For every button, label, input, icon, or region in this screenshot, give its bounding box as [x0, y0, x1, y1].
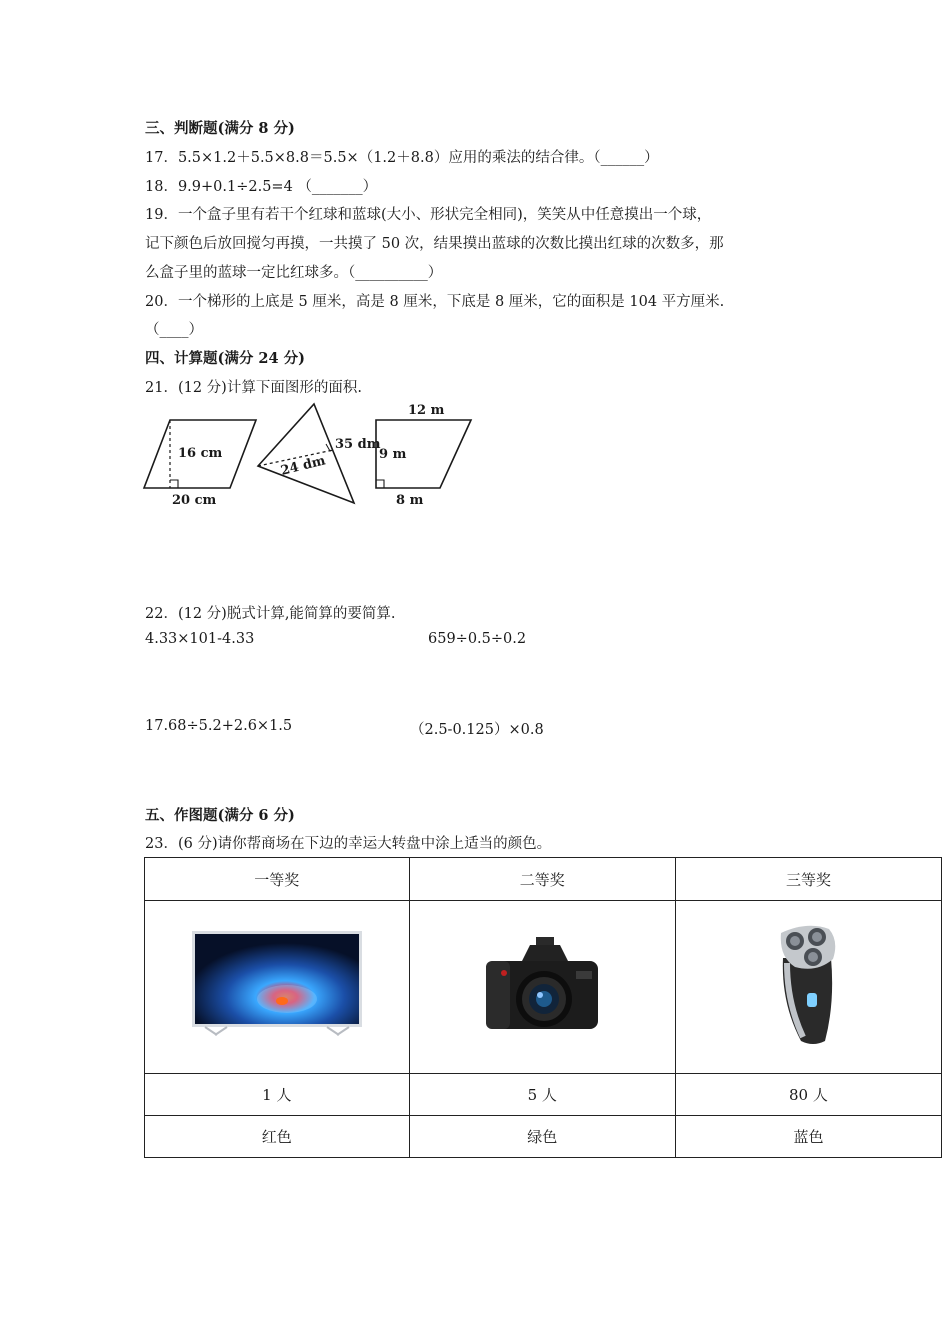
triangle-height-label: 35 dm — [335, 437, 381, 452]
section-5-heading: 五、作图题(满分 6 分) — [145, 807, 295, 824]
count-third-prize: 80 人 — [675, 1074, 941, 1116]
shaver-image — [773, 923, 843, 1048]
expression-2: 659÷0.5÷0.2 — [428, 631, 527, 647]
trapezoid-figure — [376, 403, 471, 508]
question-22: 22．(12 分)脱式计算,能简算的要简算. — [145, 606, 396, 622]
question-18: 18．9.9+0.1÷2.5=4 （_______） — [145, 179, 378, 195]
expression-4: （2.5-0.125）×0.8 — [410, 722, 544, 738]
area-figures — [140, 398, 480, 513]
prize-header-row — [145, 858, 942, 901]
parallelogram-figure — [144, 420, 256, 508]
color-third-prize: 蓝色 — [675, 1116, 941, 1158]
parallelogram-height-label: 16 cm — [178, 446, 223, 461]
prize-table — [144, 857, 942, 1158]
parallelogram-base-label: 20 cm — [172, 493, 217, 508]
prize-color-row — [145, 1116, 942, 1158]
triangle-figure — [258, 404, 381, 503]
tv-image — [187, 929, 367, 1041]
header-third-prize: 三等奖 — [675, 858, 941, 901]
trapezoid-bottom-label: 8 m — [396, 493, 424, 508]
question-19-line-3: 么盒子里的蓝球一定比红球多。（__________） — [145, 265, 443, 281]
trapezoid-height-label: 9 m — [379, 447, 407, 462]
tv-image-cell — [145, 901, 410, 1074]
expression-3: 17.68÷5.2+2.6×1.5 — [145, 718, 293, 734]
question-21: 21．(12 分)计算下面图形的面积. — [145, 380, 362, 396]
question-19-line-1: 19．一个盒子里有若干个红球和蓝球(大小、形状完全相同)，笑笑从中任意摸出一个球， — [145, 207, 712, 223]
expression-1: 4.33×101-4.33 — [145, 631, 255, 647]
color-first-prize: 红色 — [145, 1116, 410, 1158]
prize-image-row — [145, 901, 942, 1074]
header-second-prize: 二等奖 — [409, 858, 675, 901]
triangle-base-label: 24 dm — [279, 453, 328, 479]
question-19-line-2: 记下颜色后放回搅匀再摸，一共摸了 50 次，结果摸出蓝球的次数比摸出红球的次数多，那 — [145, 236, 724, 252]
color-second-prize: 绿色 — [409, 1116, 675, 1158]
question-20-line-1: 20．一个梯形的上底是 5 厘米，高是 8 厘米，下底是 8 厘米，它的面积是 104 平方厘米. — [145, 294, 725, 310]
section-3-heading: 三、判断题(满分 8 分) — [145, 120, 295, 137]
question-17: 17．5.5×1.2＋5.5×8.8＝5.5×（1.2＋8.8）应用的乘法的结合律。（______） — [145, 150, 659, 166]
camera-image — [482, 935, 602, 1035]
camera-image-cell — [409, 901, 675, 1074]
question-23: 23．(6 分)请你帮商场在下边的幸运大转盘中涂上适当的颜色。 — [145, 836, 552, 852]
header-first-prize: 一等奖 — [145, 858, 410, 901]
count-first-prize: 1 人 — [145, 1074, 410, 1116]
prize-count-row — [145, 1074, 942, 1116]
trapezoid-top-label: 12 m — [408, 403, 445, 418]
section-4-heading: 四、计算题(满分 24 分) — [145, 350, 305, 367]
question-20-line-2: （____） — [145, 322, 203, 338]
count-second-prize: 5 人 — [409, 1074, 675, 1116]
shaver-image-cell — [675, 901, 941, 1074]
